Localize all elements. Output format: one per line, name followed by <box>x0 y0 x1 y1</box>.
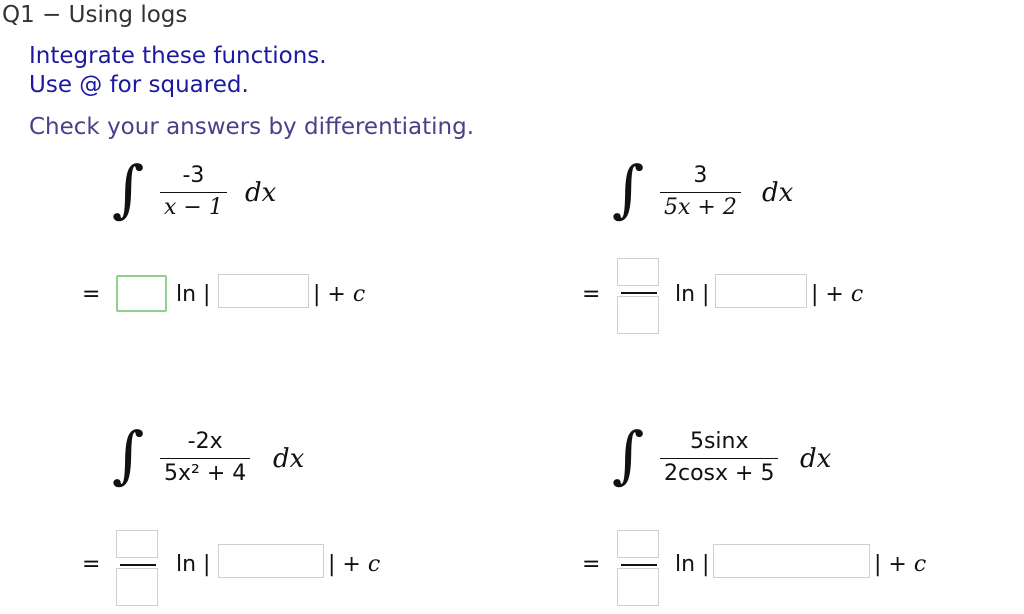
ln-argument-input[interactable] <box>715 274 807 308</box>
ln-argument-input[interactable] <box>218 544 324 578</box>
fraction-bar <box>120 564 156 566</box>
ln-label: ln | <box>176 282 211 307</box>
plus-sign: + <box>888 552 907 577</box>
integrand-fraction <box>160 430 250 486</box>
constant-c: c <box>352 282 366 307</box>
integral-sign-icon: ∫ <box>612 418 645 491</box>
plus-c-label <box>811 282 863 307</box>
abs-bar-close: | <box>811 282 819 307</box>
integral-sign-icon: ∫ <box>612 152 645 225</box>
ln-label: ln | <box>176 552 211 577</box>
ln-label: ln | <box>675 282 710 307</box>
integral-sign-icon: ∫ <box>112 418 145 491</box>
dx-label: dx <box>273 444 305 474</box>
plus-sign: + <box>825 282 844 307</box>
dx-label: dx <box>245 178 277 208</box>
coefficient-numerator-input[interactable] <box>617 258 659 286</box>
fraction-bar <box>160 458 250 459</box>
integrand-numerator: -3 <box>182 163 205 188</box>
constant-c: c <box>850 282 864 307</box>
abs-bar-close: | <box>313 282 321 307</box>
fraction-bar <box>160 192 227 193</box>
ln-argument-input[interactable] <box>713 544 870 578</box>
integrand-numerator: 5sinx <box>689 429 749 454</box>
instruction-squared: Use @ for squared. <box>29 72 249 98</box>
integrand-denominator: 2cosx + 5 <box>664 461 775 487</box>
equals-sign: = <box>82 552 101 577</box>
integrand-fraction <box>660 164 741 220</box>
abs-bar-close: | <box>328 552 336 577</box>
fraction-bar <box>660 192 741 193</box>
coefficient-denominator-input[interactable] <box>116 568 158 606</box>
equals-sign: = <box>82 282 101 307</box>
integrand-numerator: -2x <box>187 429 223 454</box>
question-title: Q1 − Using logs <box>2 2 188 28</box>
integral-sign-icon: ∫ <box>112 152 145 225</box>
dx-label: dx <box>800 444 832 474</box>
coefficient-numerator-input[interactable] <box>617 530 659 558</box>
ln-label: ln | <box>675 552 710 577</box>
plus-sign: + <box>342 552 361 577</box>
check-instruction: Check your answers by differentiating. <box>29 114 475 140</box>
integrand-denominator: 5x² + 4 <box>164 461 247 487</box>
integrand-numerator: 3 <box>693 163 708 188</box>
coefficient-denominator-input[interactable] <box>617 568 659 606</box>
dx-label: dx <box>762 178 794 208</box>
plus-c-label <box>328 552 380 577</box>
instruction-integrate: Integrate these functions. <box>29 43 327 69</box>
plus-c-label <box>313 282 365 307</box>
plus-c-label <box>874 552 926 577</box>
abs-bar-close: | <box>874 552 882 577</box>
equals-sign: = <box>582 552 601 577</box>
ln-argument-input[interactable] <box>218 274 309 308</box>
fraction-bar <box>621 292 657 294</box>
integrand-fraction <box>160 164 227 220</box>
coefficient-denominator-input[interactable] <box>617 296 659 334</box>
plus-sign: + <box>327 282 346 307</box>
integrand-fraction <box>660 430 778 486</box>
coefficient-input[interactable] <box>116 275 167 312</box>
integrand-denominator: x − 1 <box>164 195 223 221</box>
fraction-bar <box>660 458 778 459</box>
constant-c: c <box>367 552 381 577</box>
fraction-bar <box>621 564 657 566</box>
integrand-denominator: 5x + 2 <box>664 195 737 221</box>
constant-c: c <box>913 552 927 577</box>
coefficient-numerator-input[interactable] <box>116 530 158 558</box>
equals-sign: = <box>582 282 601 307</box>
